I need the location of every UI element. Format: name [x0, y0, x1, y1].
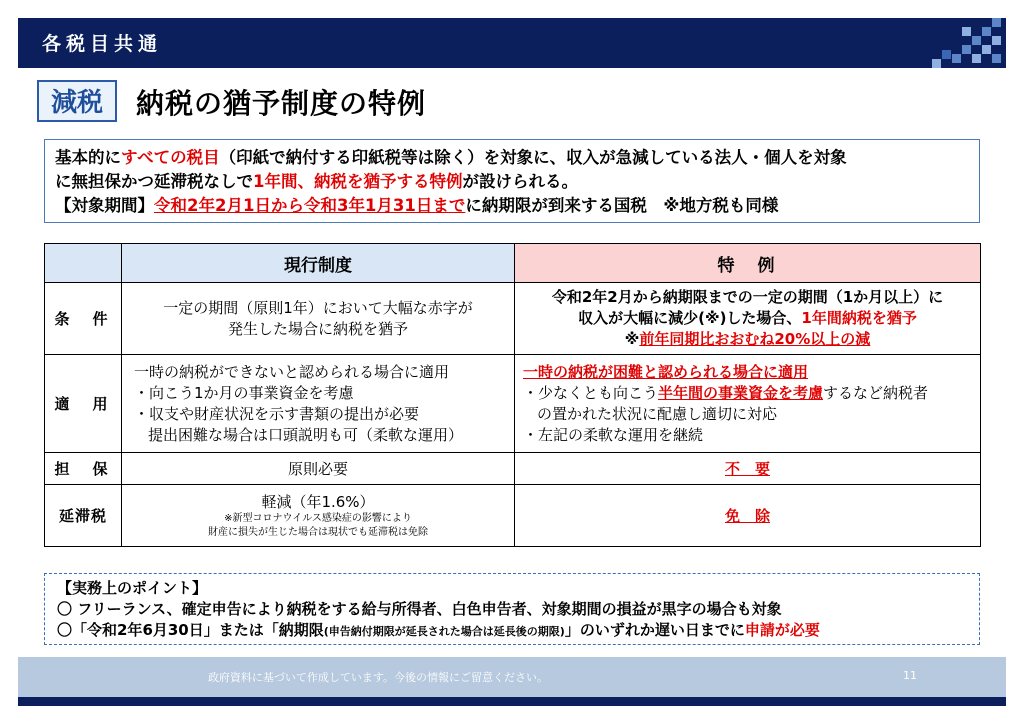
bottom-bar	[18, 697, 1006, 706]
header-blank-cell	[45, 244, 122, 283]
checker-pattern-decoration	[896, 18, 1006, 68]
row-label-conditions: 条 件	[45, 283, 122, 355]
footer-note: 政府資料に基づいて作成しています。今後の情報にご留意ください。	[207, 671, 549, 684]
conditions-special: 令和2年2月から納期限までの一定の期間（1か月以上）に 収入が大幅に減少(※)した場合、1年間納税を猶予 ※前年同期比おおむね20%以上の減	[515, 283, 981, 355]
intro-line-2: に無担保かつ延滞税なしで1年間、納税を猶予する特例が設けられる。	[55, 172, 578, 191]
section-title: 各税目共通	[42, 33, 163, 55]
section-header-bar	[18, 18, 1006, 68]
conditions-current: 一定の期間（原則1年）において大幅な赤字が 発生した場合に納税を猶予	[122, 283, 515, 355]
table-row	[45, 453, 981, 485]
delinquency-current: 軽減（年1.6%） ※新型コロナウイルス感染症の影響により 財産に損失が生じた場合は現状でも延滞税は免除	[122, 485, 515, 547]
intro-line-3: 【対象期間】令和2年2月1日から令和3年1月31日までに納期限が到来する国税 ※地方税も同様	[55, 196, 779, 215]
footer-bar	[18, 657, 1006, 697]
application-special: 一時の納税が困難と認められる場合に適用 ・少なくとも向こう半年間の事業資金を考慮するなど納税者 の置かれた状況に配慮し適切に対応 ・左記の柔軟な運用を継続	[515, 355, 981, 453]
header-special-rule: 特 例	[515, 244, 981, 283]
comparison-table	[44, 243, 981, 547]
row-label-application: 適 用	[45, 355, 122, 453]
points-title: 【実務上のポイント】	[57, 579, 208, 597]
table-row	[45, 283, 981, 355]
point-item-1: 〇 フリーランス、確定申告により納税をする給与所得者、白色申告者、対象期間の損益が黒字の場合も対象	[57, 600, 782, 618]
practical-points-box	[44, 573, 980, 645]
collateral-special: 不 要	[515, 453, 981, 485]
table-row	[45, 355, 981, 453]
page-title: 納税の猶予制度の特例	[136, 87, 427, 120]
intro-box	[44, 139, 980, 223]
point-item-2: 〇「令和2年6月30日」または「納期限(申告納付期限が延長された場合は延長後の期限)」のいずれか遅い日までに申請が必要	[57, 621, 820, 639]
table-header-row	[45, 244, 981, 283]
page-number: 11	[903, 669, 917, 682]
application-current: 一時の納税ができないと認められる場合に適用 ・向こう1か月の事業資金を考慮 ・収支や財産状況を示す書類の提出が必要 提出困難な場合は口頭説明も可（柔軟な運用）	[122, 355, 515, 453]
intro-line-1: 基本的にすべての税目（印紙で納付する印紙税等は除く）を対象に、収入が急減している法人・個人を対象	[55, 148, 847, 167]
row-label-delinquency: 延滞税	[45, 485, 122, 547]
row-label-collateral: 担 保	[45, 453, 122, 485]
header-current-system: 現行制度	[122, 244, 515, 283]
delinquency-special: 免 除	[515, 485, 981, 547]
reduction-badge: 減税	[37, 80, 117, 122]
table-row	[45, 485, 981, 547]
collateral-current: 原則必要	[122, 453, 515, 485]
